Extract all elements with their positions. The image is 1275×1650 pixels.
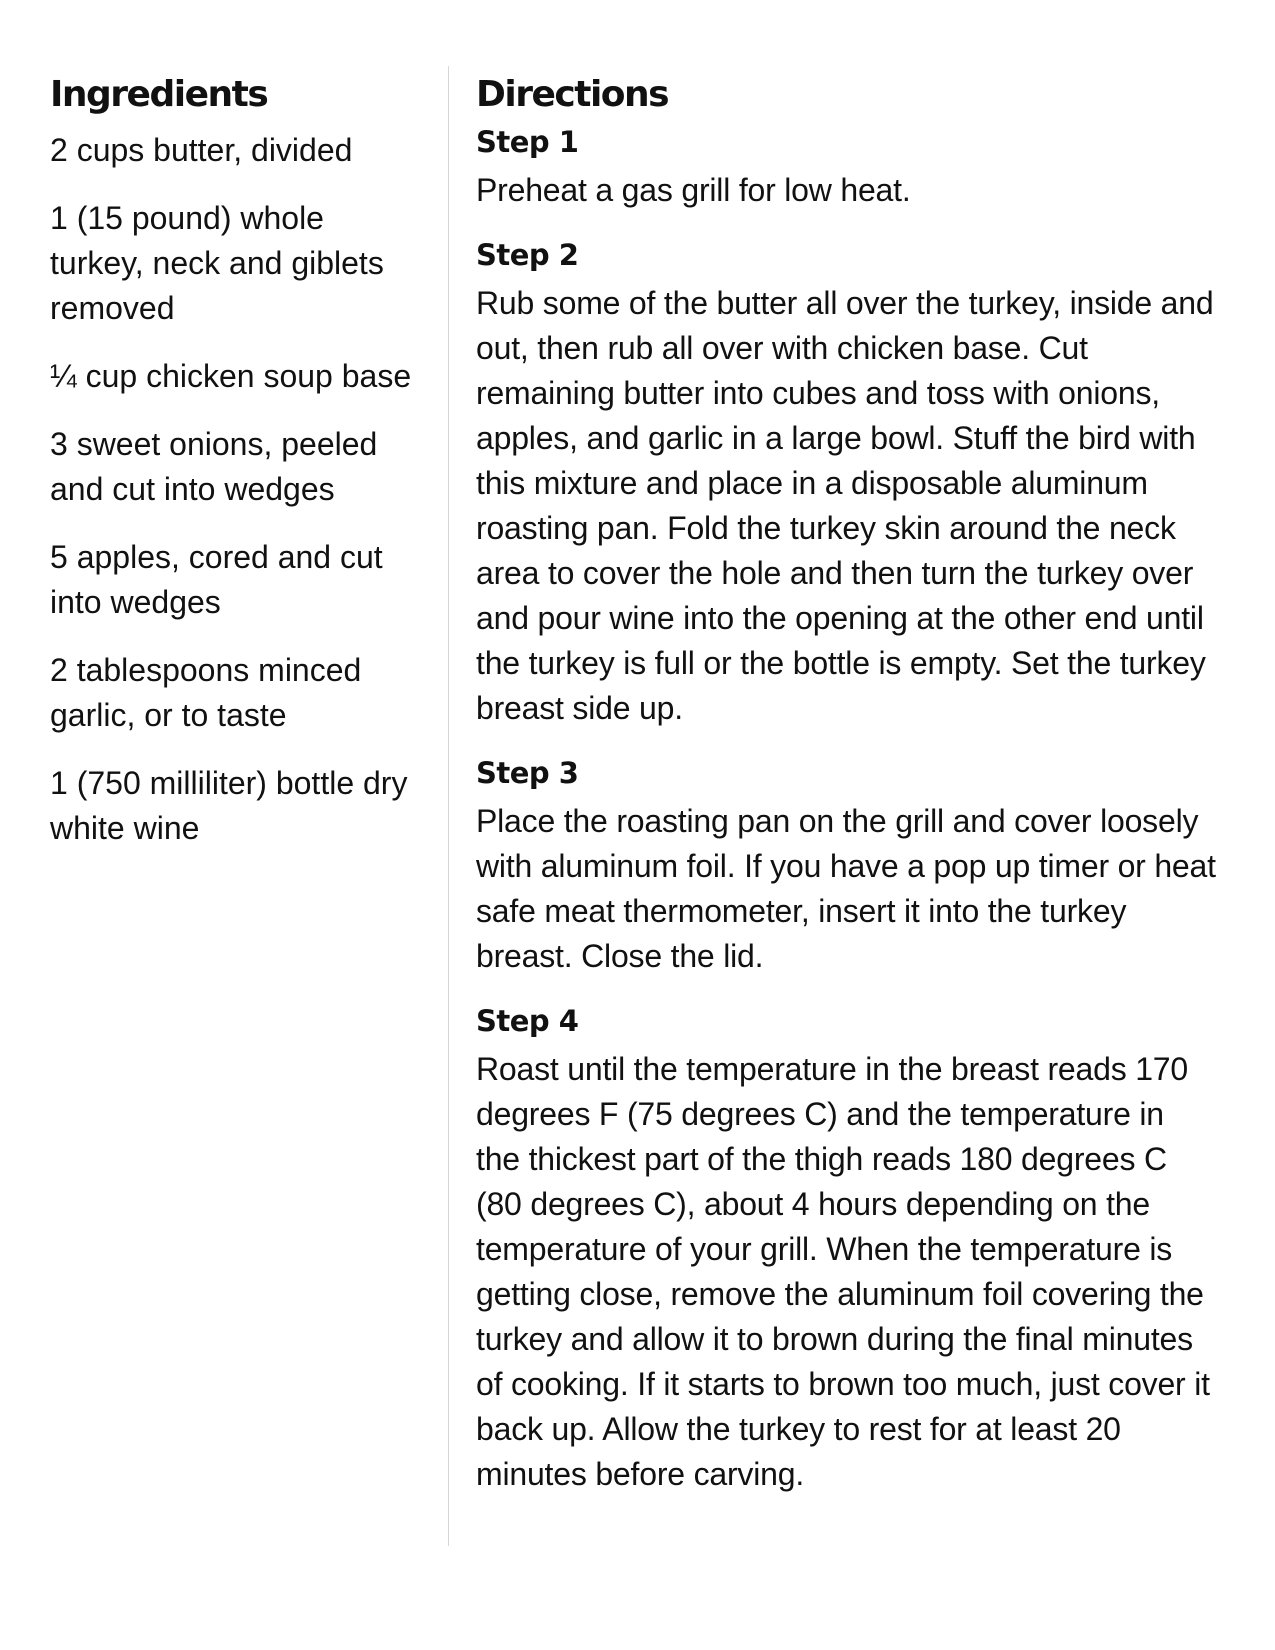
- column-divider: [448, 66, 449, 1546]
- ingredients-heading: Ingredients: [50, 74, 268, 115]
- ingredient-item: 1 (750 milliliter) bottle dry white wine: [50, 765, 408, 846]
- ingredient-item: 5 apples, cored and cut into wedges: [50, 539, 383, 620]
- step-text: Roast until the temperature in the breast reads 170 degrees F (75 degrees C) and the temperature in the thickest part of the thigh reads 180 degrees C (80 degrees C), about 4 hours depending on the temperature of your grill. When the temperature is getting close, remove the aluminum foil covering the turkey and allow it to brown during the final minutes of cooking. If it starts to brown too much, just cover it back up. Allow the turkey to rest for at least 20 minutes before carving.: [476, 1051, 1210, 1492]
- ingredient-item: 3 sweet onions, peeled and cut into wedges: [50, 426, 378, 507]
- step-title: Step 3: [476, 756, 579, 790]
- direction-step-1: [476, 120, 1216, 213]
- step-title: Step 2: [476, 238, 579, 272]
- ingredients-column: [50, 70, 420, 874]
- ingredient-item: 2 cups butter, divided: [50, 132, 353, 168]
- directions-column: [476, 70, 1216, 1517]
- ingredients-list: [50, 128, 420, 851]
- step-text: Rub some of the butter all over the turkey, inside and out, then rub all over with chicken base. Cut remaining butter into cubes and toss with onions, apples, and garlic in a large bowl. Stuff the bird with this mixture and place in a disposable aluminum roasting pan. Fold the turkey skin around the neck area to cover the hole and then turn the turkey over and pour wine into the opening at the other end until the turkey is full or the bottle is empty. Set the turkey breast side up.: [476, 285, 1214, 726]
- ingredient-item: 1 (15 pound) whole turkey, neck and giblets removed: [50, 200, 384, 326]
- direction-step-3: [476, 751, 1216, 979]
- step-title: Step 1: [476, 125, 579, 159]
- directions-heading: Directions: [476, 74, 669, 115]
- step-title: Step 4: [476, 1004, 579, 1038]
- step-text: Preheat a gas grill for low heat.: [476, 172, 911, 208]
- ingredient-item: ¼ cup chicken soup base: [50, 358, 412, 394]
- direction-step-4: [476, 999, 1216, 1497]
- direction-step-2: [476, 233, 1216, 731]
- step-text: Place the roasting pan on the grill and cover loosely with aluminum foil. If you have a pop up timer or heat safe meat thermometer, insert it into the turkey breast. Close the lid.: [476, 803, 1216, 974]
- ingredient-item: 2 tablespoons minced garlic, or to taste: [50, 652, 362, 733]
